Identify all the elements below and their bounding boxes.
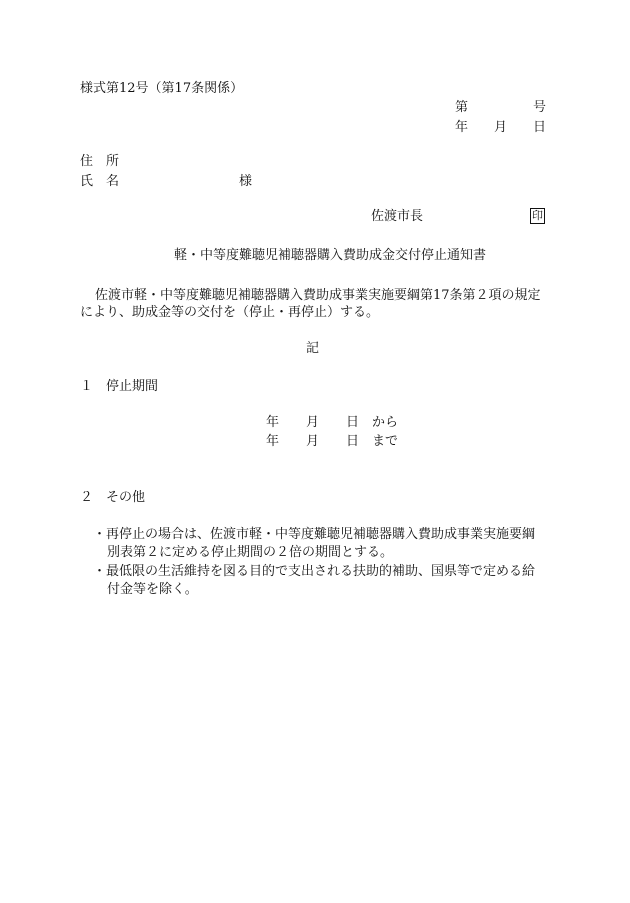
document-title: 軽・中等度難聴児補聴器購入費助成金交付停止通知書 [174,248,487,263]
period-to-month: 月 [306,434,320,449]
period-to-day: 日 [346,434,360,449]
period-from-day: 日 [346,415,360,430]
honorific: 様 [239,174,253,189]
name-label: 氏 名 [80,174,120,189]
period-from-month: 月 [306,415,320,430]
period-to-year: 年 [266,434,280,449]
doc-date-year: 年 [455,120,469,135]
body-line-1: 佐渡市軽・中等度難聴児補聴器購入費助成事業実施要綱第17条第２項の規定 [95,288,541,303]
period-to-suffix: まで [372,434,399,449]
period-from-year: 年 [266,415,280,430]
section-1-heading: 停止期間 [106,379,159,394]
note-1-line-2: 別表第２に定める停止期間の２倍の期間とする。 [107,545,394,560]
ki-heading: 記 [306,341,320,356]
doc-number-prefix: 第 [455,100,469,115]
section-1-number: １ [80,379,94,394]
note-2-line-1: ・最低限の生活維持を図る目的で支出される扶助的補助、国県等で定める給 [93,564,536,579]
note-1-line-1: ・再停止の場合は、佐渡市軽・中等度難聴児補聴器購入費助成事業実施要綱 [93,527,536,542]
section-2-number: ２ [80,490,94,505]
seal-mark: 印 [532,209,543,222]
note-2-line-2: 付金等を除く。 [107,582,198,597]
address-label: 住 所 [80,154,120,169]
issuer-name: 佐渡市長 [371,209,424,224]
doc-number-suffix: 号 [533,100,547,115]
doc-date-day: 日 [533,120,547,135]
section-2-heading: その他 [106,490,146,505]
doc-date-month: 月 [494,120,508,135]
period-from-suffix: から [372,415,399,430]
form-label: 様式第12号（第17条関係） [80,81,244,96]
body-line-2: により、助成金等の交付を（停止・再停止）する。 [80,305,380,320]
